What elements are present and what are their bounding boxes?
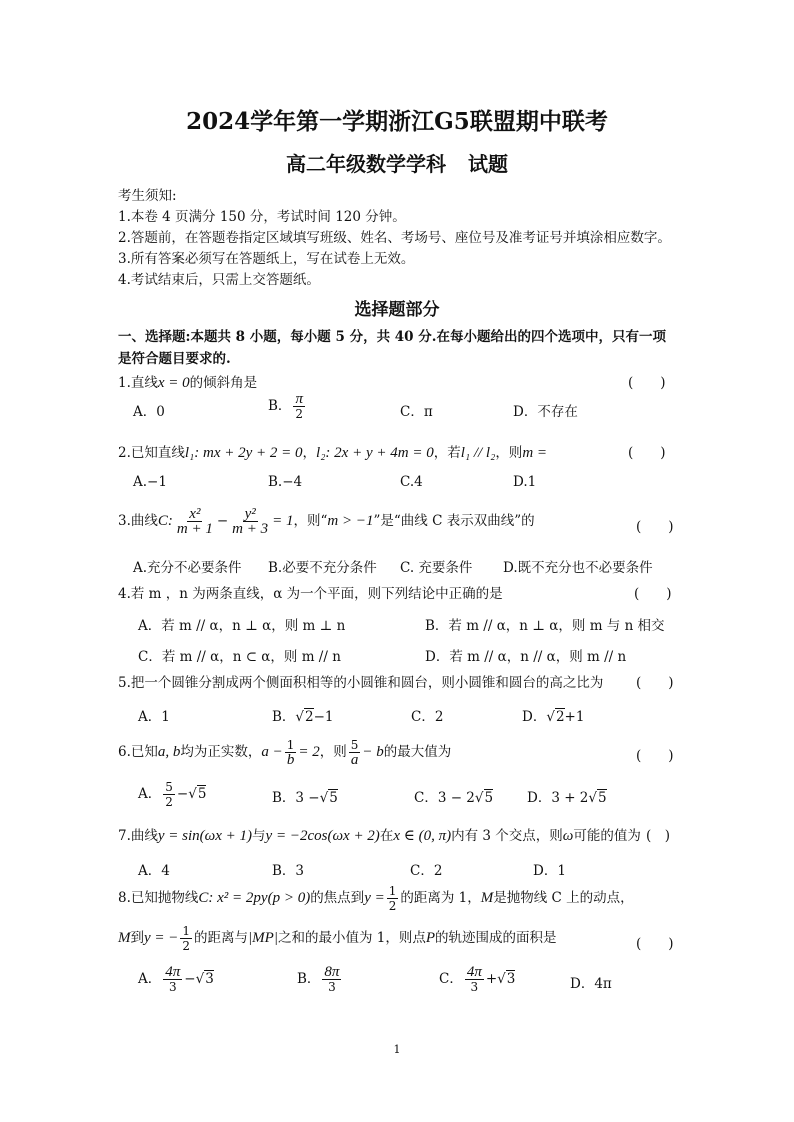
q3-option-d: D.既不充分也不必要条件: [503, 560, 653, 576]
answer-bracket: ( ): [636, 675, 674, 691]
q6-option-c: C．3 − 2√5: [414, 790, 494, 806]
answer-bracket: ( ): [628, 375, 666, 391]
q8-option-d: D．4π: [570, 976, 612, 992]
question-8-stem-line2: M到y = − $\frac{1}{2}$ 的距离与|MP|之和的最小值为 1，则点P的轨迹围成的面积是: [118, 924, 557, 953]
question-8-stem: 8.已知抛物线C: x² = 2py(p > 0)的焦点到y = $\frac{1}{2}$ 的距离为 1，M是抛物线 C 上的动点，: [118, 884, 634, 913]
q4-option-b: B．若 m // α，n ⊥ α，则 m 与 n 相交: [425, 618, 665, 634]
q2-option-a: A.−1: [133, 474, 167, 490]
q7-option-c: C．2: [410, 863, 443, 879]
question-5-stem: 5.把一个圆锥分割成两个侧面积相等的小圆锥和圆台，则小圆锥和圆台的高之比为: [118, 675, 604, 691]
q5-option-a: A．1: [138, 709, 170, 725]
q4-option-a: A．若 m // α，n ⊥ α，则 m ⊥ n: [138, 618, 346, 634]
q4-option-d: D．若 m // α，n // α，则 m // n: [425, 649, 627, 665]
q5-option-d: D．√2+1: [522, 709, 585, 725]
subtitle-subject: 高二年级数学学科: [286, 152, 446, 176]
notice-item: 2.答题前，在答题卷指定区域填写班级、姓名、考场号、座位号及准考证号并填涂相应数字。: [118, 230, 671, 246]
q1-option-c: C．π: [400, 404, 433, 420]
question-4-stem: 4.若 m ，n 为两条直线，α 为一个平面，则下列结论中正确的是: [118, 586, 503, 602]
q3-option-b: B.必要不充分条件: [268, 560, 377, 576]
q5-option-c: C．2: [411, 709, 444, 725]
question-6-stem: 6.已知a, b均为正实数，a − $\frac{1}{b}$ = 2，则 $\frac{5}{a}$ − b的最大值为: [118, 738, 452, 768]
q5-option-b: B．√2−1: [272, 709, 334, 725]
q2-option-c: C.4: [400, 474, 423, 490]
q2-option-d: D.1: [513, 474, 537, 490]
question-7-stem: 7.曲线y = sin(ωx + 1)与y = −2cos(ωx + 2)在x ∈ (0, π)内有 3 个交点，则ω可能的值为: [118, 828, 641, 844]
notice-item: 3.所有答案必须写在答题纸上，写在试卷上无效。: [118, 251, 415, 267]
q8-option-a: A． $\frac{4\pi}{3}$ −√3: [138, 964, 214, 994]
q7-option-d: D．1: [533, 863, 566, 879]
answer-bracket: ( ): [636, 519, 674, 535]
answer-bracket: ( ): [634, 586, 672, 602]
q8-option-b: B． $\frac{8\pi}{3}$: [297, 964, 340, 994]
q3-option-c: C. 充要条件: [400, 560, 473, 576]
section-title: 选择题部分: [354, 300, 440, 320]
q7-option-a: A．4: [138, 863, 170, 879]
page-number: 1: [393, 1043, 401, 1056]
q4-option-c: C．若 m // α，n ⊂ α，则 m // n: [138, 649, 341, 665]
q1-option-b: B． $\frac{\pi}{2}$: [268, 391, 304, 421]
q8-option-c: C． $\frac{4\pi}{3}$ +√3: [439, 964, 516, 994]
q6-option-b: B．3 −√5: [272, 790, 338, 806]
answer-bracket: ( ): [636, 748, 674, 764]
notice-heading: 考生须知:: [118, 188, 177, 204]
answer-bracket: ( ): [646, 828, 671, 844]
q1-option-a: A．0: [133, 404, 165, 420]
answer-bracket: ( ): [636, 936, 674, 952]
q2-option-b: B.−4: [268, 474, 303, 490]
subtitle-paper: 试题: [468, 152, 508, 176]
exam-subtitle: [0, 148, 794, 177]
q6-option-a: A． $\frac{5}{2}$ −√5: [138, 780, 207, 809]
q6-option-d: D．3 + 2√5: [527, 790, 607, 806]
q3-option-a: A.充分不必要条件: [133, 560, 242, 576]
q1-option-d: D．不存在: [513, 404, 578, 420]
question-1-stem: 1.直线x = 0的倾斜角是: [118, 375, 258, 391]
section-instructions: 一、选择题:本题共 8 小题，每小题 5 分，共 40 分.在每小题给出的四个选项中，只有一项是符合题目要求的.: [118, 329, 666, 367]
notice-item: 1.本卷 4 页满分 150 分，考试时间 120 分钟。: [118, 209, 406, 225]
question-3-stem: 3.曲线C: $\frac{\text{x²}}{m + 1}$ − $\frac{\text{y²}}{m + 3}$ = 1，则“m > −1”是“曲线 C 表示双曲线”的: [118, 506, 535, 537]
exam-title: 2024学年第一学期浙江G5联盟期中联考: [186, 108, 608, 135]
notice-item: 4.考试结束后，只需上交答题纸。: [118, 272, 320, 288]
answer-bracket: ( ): [628, 445, 666, 461]
q7-option-b: B．3: [272, 863, 305, 879]
question-2-stem: 2.已知直线l₁: mx + 2y + 2 = 0，l₂: 2x + y + 4m = 0，若l₁ // l₂，则m =: [118, 445, 548, 461]
